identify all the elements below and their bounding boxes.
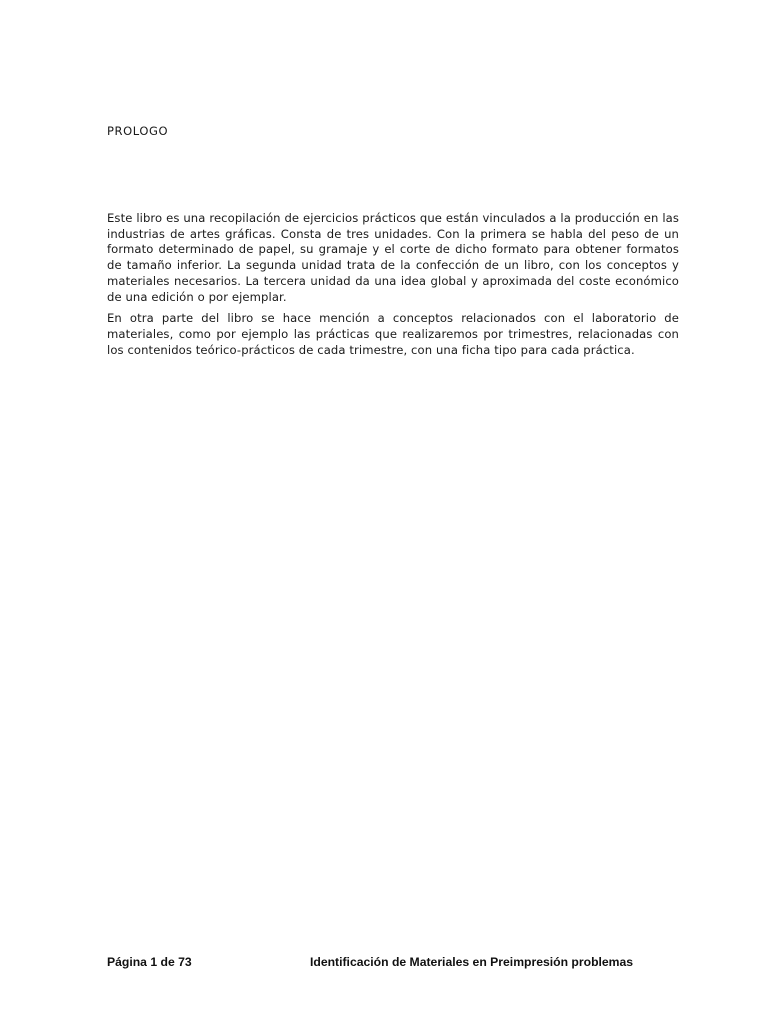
page-heading: PROLOGO: [107, 124, 169, 138]
paragraph-intro: Este libro es una recopilación de ejercicios prácticos que están vinculados a la producción en las industrias de artes gráficas. Consta de tres unidades. Con la primera se habla del peso de un formato determinado de papel, su gramaje y el corte de dicho formato para obtener formatos de tamaño inferior. La segunda unidad trata de la confección de un libro, con los conceptos y materiales necesarios. La tercera unidad da una idea global y aproximada del coste económico de una edición o por ejemplar.: [107, 211, 679, 304]
page-footer: [107, 955, 667, 975]
page-number: Página 1 de 73: [107, 955, 192, 969]
body-text: [107, 211, 679, 364]
footer-document-title: Identificación de Materiales en Preimpresión problemas: [310, 955, 634, 969]
paragraph-laboratory: En otra parte del libro se hace mención a conceptos relacionados con el laboratorio de materiales, como por ejemplo las prácticas que realizaremos por trimestres, relacionadas con los contenidos teórico-prácticos de cada trimestre, con una ficha tipo para cada práctica.: [107, 311, 679, 357]
